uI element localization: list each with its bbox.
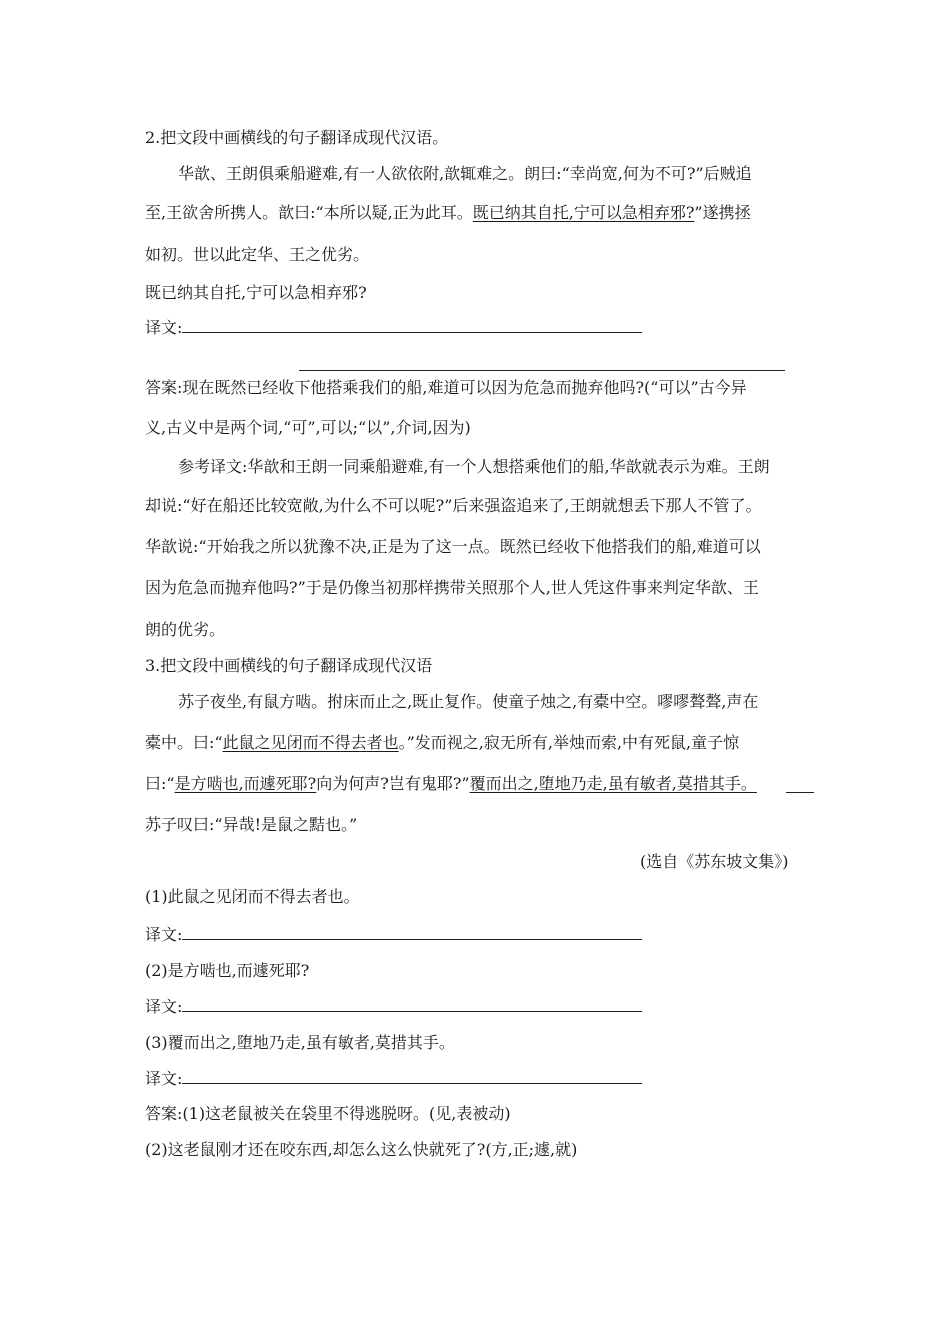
q2-answer-blank-2[interactable]	[299, 370, 785, 371]
q2-reference-line-1: 参考译文:华歆和王朗一同乘船避难,有一个人想搭乘他们的船,华歆就表示为难。王朗	[178, 457, 770, 476]
q3-text-e: 苏子叹曰:“异哉!是鼠之黠也。”	[145, 815, 358, 834]
q2-passage-line-2	[145, 203, 751, 223]
q2-answer-line-2: 义,古义中是两个词,“可”,可以;“以”,介词,因为)	[145, 418, 471, 437]
q2-sentence: 既已纳其自托,宁可以急相弃邪?	[145, 283, 367, 302]
q2-reference-line-5: 朗的优劣。	[145, 620, 226, 639]
q3-passage-line-3	[145, 774, 757, 794]
q2-reference-line-3: 华歆说:“开始我之所以犹豫不决,正是为了这一点。既然已经收下他搭我们的船,难道可以	[145, 537, 761, 556]
q3-heading: 3.把文段中画横线的句子翻译成现代汉语	[145, 656, 433, 675]
q3-answer-blank-2[interactable]	[182, 997, 642, 1012]
q3-answer-1: 答案:(1)这老鼠被关在袋里不得逃脱呀。(见,表被动)	[145, 1104, 511, 1123]
q3-passage-line-1: 苏子夜坐,有鼠方啮。拊床而止之,既止复作。使童子烛之,有橐中空。嘐嘐聱聱,声在	[178, 692, 759, 711]
q2-underlined-sentence: 既已纳其自托,宁可以急相弃邪?	[472, 203, 695, 222]
q3-underline-tail	[786, 792, 814, 793]
q3-underlined-2: 是方啮也,而遽死耶?	[174, 774, 317, 793]
q3-text-c: 曰:“	[145, 774, 175, 793]
q3-answer-blank-3[interactable]	[182, 1069, 642, 1084]
q3-item-3: (3)覆而出之,堕地乃走,虽有敏者,莫措其手。	[145, 1033, 455, 1052]
translation-label: 译文:	[145, 925, 183, 944]
q2-passage-line-3: 如初。世以此定华、王之优劣。	[145, 245, 370, 264]
translation-label: 译文:	[145, 318, 183, 337]
q3-underlined-3: 覆而出之,堕地乃走,虽有敏者,莫措其手。	[469, 774, 757, 793]
q2-answer-line-1: 答案:现在既然已经收下他搭乘我们的船,难道可以因为危急而抛弃他吗?(“可以”古今异	[145, 378, 747, 397]
q3-text-b: 。”发而视之,寂无所有,举烛而索,中有死鼠,童子惊	[398, 733, 740, 752]
q3-answer-blank-1[interactable]	[182, 925, 642, 940]
q2-answer-blank[interactable]	[182, 318, 642, 333]
q2-passage-line-1: 华歆、王朗俱乘船避难,有一人欲依附,歆辄难之。朗曰:“幸尚宽,何为不可?”后贼追	[178, 164, 752, 183]
q3-text-a: 橐中。曰:“	[145, 733, 223, 752]
q2-reference-line-2: 却说:“好在船还比较宽敞,为什么不可以呢?”后来强盗追来了,王朗就想丢下那人不管了。	[145, 496, 762, 515]
q3-passage-line-2	[145, 733, 739, 753]
translation-label: 译文:	[145, 1069, 183, 1088]
q2-reference-line-4: 因为危急而抛弃他吗?”于是仍像当初那样携带关照那个人,世人凭这件事来判定华歆、王	[145, 578, 759, 597]
q3-underlined-1: 此鼠之见闭而不得去者也	[222, 733, 399, 752]
q3-answer-2: (2)这老鼠刚才还在咬东西,却怎么这么快就死了?(方,正;遽,就)	[145, 1140, 578, 1159]
q2-passage-text-end: ”遂携拯	[694, 203, 751, 222]
q3-item-1: (1)此鼠之见闭而不得去者也。	[145, 887, 360, 906]
q3-text-d: 向为何声?岂有鬼耶?”	[316, 774, 470, 793]
q3-item-2: (2)是方啮也,而遽死耶?	[145, 961, 310, 980]
q2-passage-text: 至,王欲舍所携人。歆曰:“本所以疑,正为此耳。	[145, 203, 473, 222]
q3-translation-row-1	[145, 925, 642, 945]
translation-label: 译文:	[145, 997, 183, 1016]
q2-translation-row	[145, 318, 642, 338]
q3-passage-line-4	[145, 815, 357, 835]
q3-translation-row-3	[145, 1069, 642, 1089]
q3-source: (选自《苏东坡文集》)	[640, 852, 789, 871]
q2-heading: 2.把文段中画横线的句子翻译成现代汉语。	[145, 128, 449, 147]
q3-translation-row-2	[145, 997, 642, 1017]
